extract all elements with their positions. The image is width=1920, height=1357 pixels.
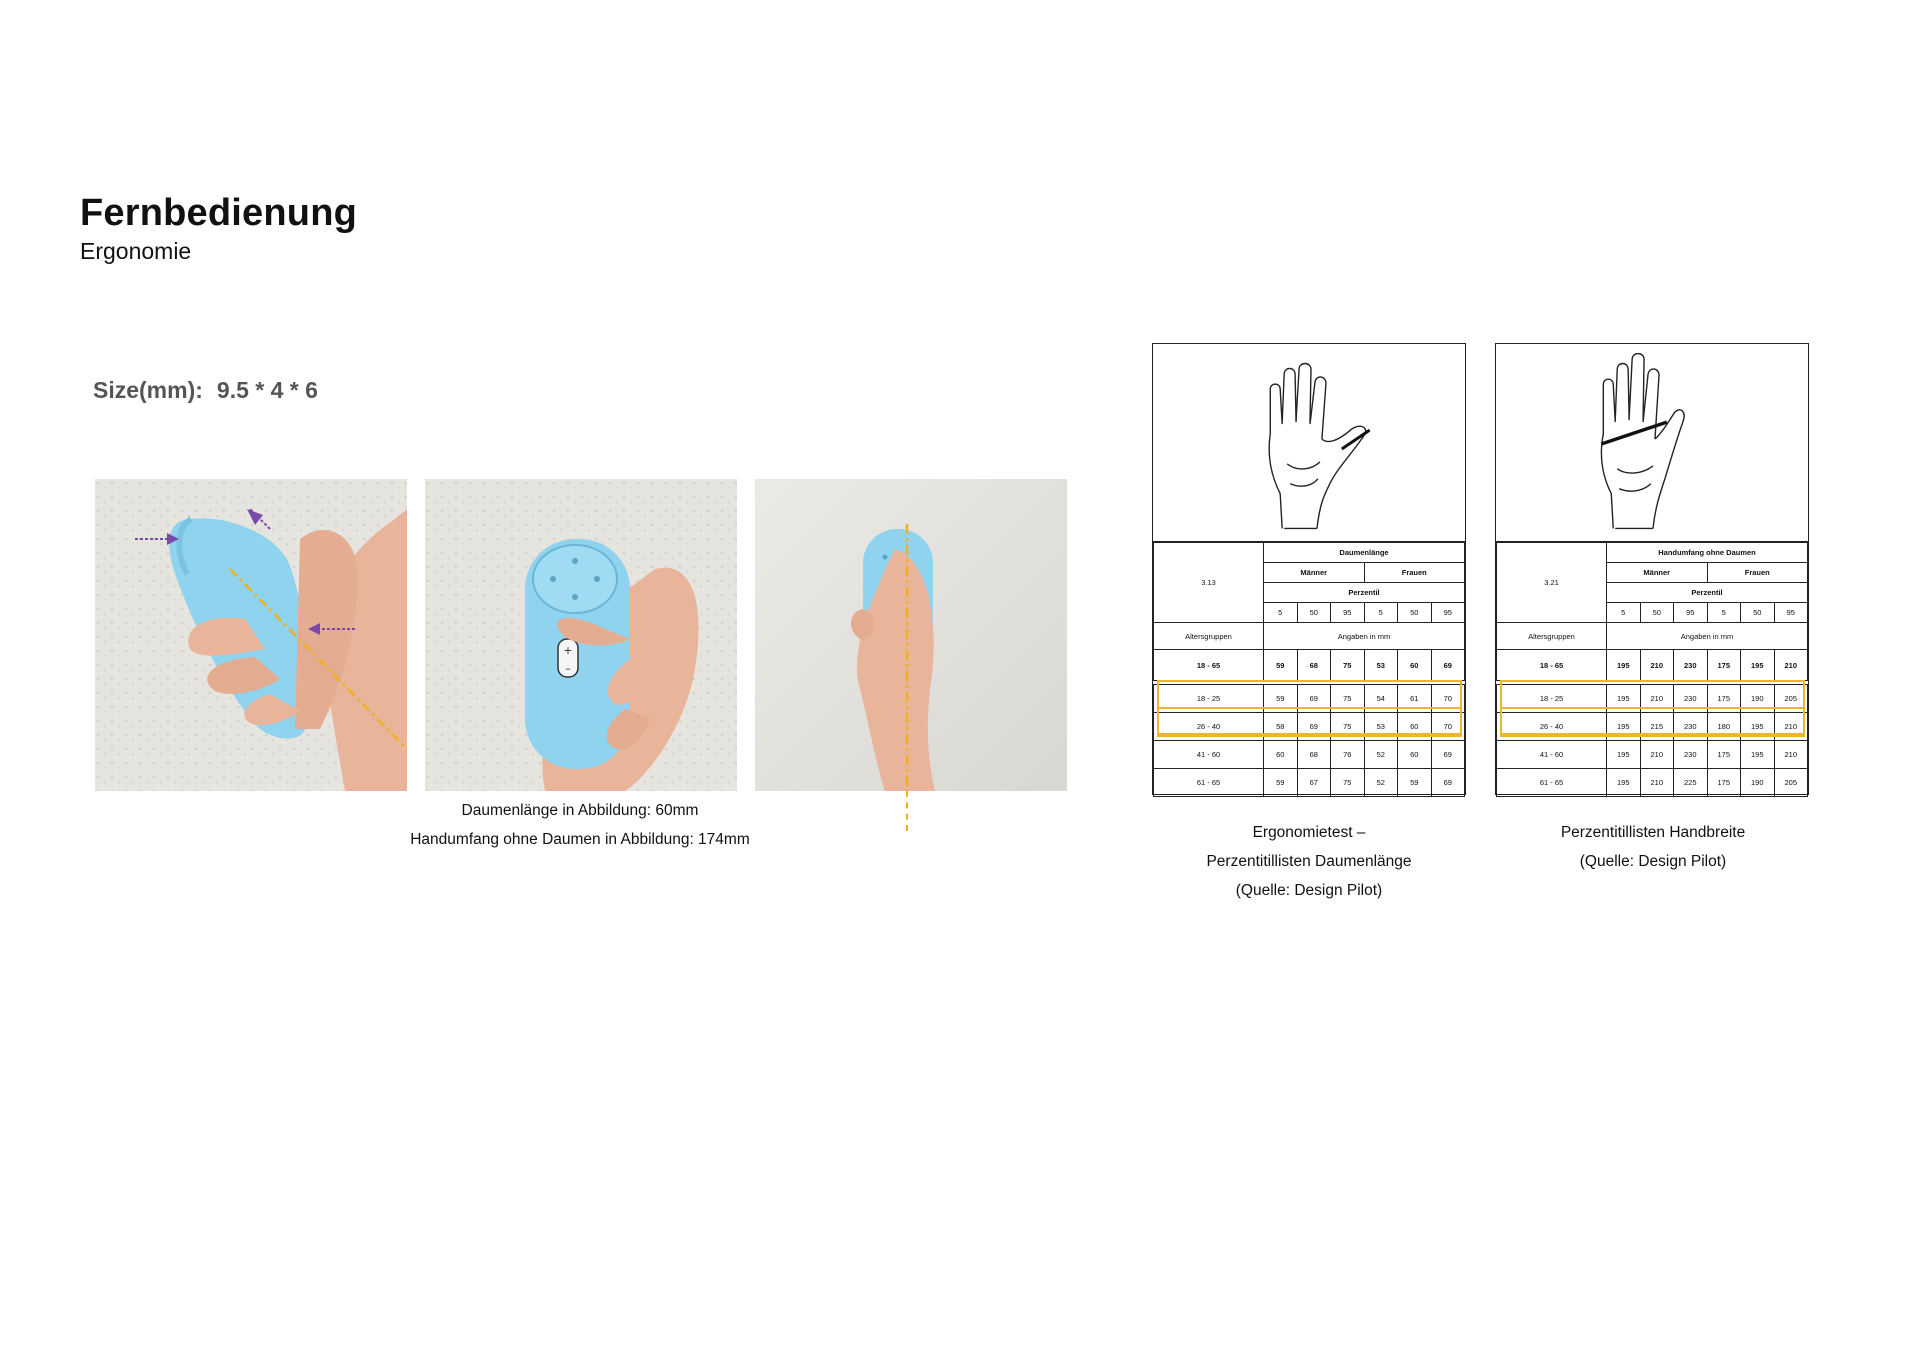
age-cell: 18 - 65 <box>1497 650 1607 681</box>
value-cell: 195 <box>1741 741 1775 769</box>
value-cell: 54 <box>1364 685 1398 713</box>
age-groups-header: Altersgruppen <box>1154 623 1264 650</box>
percentile-cell: 95 <box>1674 603 1708 623</box>
value-cell: 225 <box>1674 769 1708 797</box>
percentile-cell: 50 <box>1640 603 1674 623</box>
highlight-divider-width <box>1500 707 1805 735</box>
value-cell: 230 <box>1674 650 1708 681</box>
value-cell: 175 <box>1707 769 1741 797</box>
women-header: Frauen <box>1707 563 1808 583</box>
age-cell: 18 - 65 <box>1154 650 1264 681</box>
value-cell: 210 <box>1640 769 1674 797</box>
percentile-cell: 5 <box>1264 603 1298 623</box>
percentile-cell: 5 <box>1607 603 1641 623</box>
value-cell: 69 <box>1297 685 1331 713</box>
table-row <box>1497 741 1808 769</box>
size-value: 9.5 * 4 * 6 <box>216 377 318 403</box>
value-cell: 195 <box>1607 685 1641 713</box>
age-cell: 18 - 25 <box>1497 685 1607 713</box>
table2-caption-line-1: Perzentitillisten Handbreite <box>1560 824 1746 841</box>
age-cell: 61 - 65 <box>1154 769 1264 797</box>
percentile-cell: 50 <box>1741 603 1775 623</box>
value-cell: 210 <box>1774 713 1808 741</box>
photo-caption <box>380 796 780 854</box>
value-cell: 195 <box>1607 650 1641 681</box>
percentile-cell: 95 <box>1774 603 1808 623</box>
percentile-cell: 95 <box>1331 603 1365 623</box>
value-cell: 70 <box>1431 685 1465 713</box>
value-cell: 180 <box>1707 713 1741 741</box>
age-cell: 41 - 60 <box>1497 741 1607 769</box>
percentile-header: Perzentil <box>1607 583 1808 603</box>
value-cell: 210 <box>1774 741 1808 769</box>
men-header: Männer <box>1607 563 1708 583</box>
value-cell: 195 <box>1607 741 1641 769</box>
value-cell: 190 <box>1741 685 1775 713</box>
percentile-cell: 50 <box>1297 603 1331 623</box>
value-cell: 75 <box>1331 713 1365 741</box>
hand-thumb-length-icon <box>1153 344 1465 541</box>
value-cell: 60 <box>1398 713 1432 741</box>
age-cell: 61 - 65 <box>1497 769 1607 797</box>
guide-line-extension <box>906 791 908 831</box>
value-cell: 210 <box>1640 741 1674 769</box>
hand-holding-remote-back-icon <box>755 479 1067 791</box>
value-cell: 230 <box>1674 713 1708 741</box>
value-cell: 210 <box>1640 685 1674 713</box>
value-cell: 53 <box>1364 650 1398 681</box>
value-cell: 195 <box>1741 650 1775 681</box>
value-cell: 60 <box>1398 650 1432 681</box>
age-cell: 26 - 40 <box>1154 713 1264 741</box>
table-row <box>1154 769 1465 797</box>
percentile-cell: 50 <box>1398 603 1432 623</box>
table-row <box>1497 650 1808 681</box>
value-cell: 59 <box>1264 685 1298 713</box>
value-cell: 230 <box>1674 741 1708 769</box>
table-measure: Daumenlänge <box>1264 543 1465 563</box>
table2-caption-line-2: (Quelle: Design Pilot) <box>1579 853 1727 870</box>
hand-illustration-width <box>1496 344 1808 542</box>
value-cell: 75 <box>1331 769 1365 797</box>
hand-holding-remote-front-icon <box>425 479 737 791</box>
thumb-length-table <box>1153 542 1465 797</box>
percentile-cell: 5 <box>1364 603 1398 623</box>
value-cell: 175 <box>1707 741 1741 769</box>
percentile-cell: 95 <box>1431 603 1465 623</box>
value-cell: 59 <box>1264 769 1298 797</box>
percentile-cell: 5 <box>1707 603 1741 623</box>
table-row <box>1154 650 1465 681</box>
percentile-header: Perzentil <box>1264 583 1465 603</box>
value-cell: 67 <box>1297 769 1331 797</box>
value-cell: 69 <box>1431 741 1465 769</box>
value-cell: 75 <box>1331 650 1365 681</box>
table1-caption-line-3: (Quelle: Design Pilot) <box>1235 882 1383 899</box>
men-header: Männer <box>1264 563 1365 583</box>
value-cell: 205 <box>1774 685 1808 713</box>
value-cell: 70 <box>1431 713 1465 741</box>
hand-width-icon <box>1496 344 1808 541</box>
svg-text:–: – <box>565 662 571 675</box>
value-cell: 230 <box>1674 685 1708 713</box>
value-cell: 205 <box>1774 769 1808 797</box>
table2-caption <box>1494 818 1812 876</box>
value-cell: 69 <box>1297 713 1331 741</box>
photo-caption-line-1: Daumenlänge in Abbildung: 60mm <box>461 802 699 819</box>
age-cell: 41 - 60 <box>1154 741 1264 769</box>
value-cell: 53 <box>1364 713 1398 741</box>
table-id: 3.21 <box>1497 543 1607 623</box>
svg-text:+: + <box>563 644 573 657</box>
value-cell: 210 <box>1774 650 1808 681</box>
hand-width-table <box>1496 542 1808 797</box>
size-spec <box>93 377 318 404</box>
hand-grip-side-photo <box>95 479 407 791</box>
value-cell: 68 <box>1297 741 1331 769</box>
unit-label: Angaben in mm <box>1607 623 1808 650</box>
table-measure: Handumfang ohne Daumen <box>1607 543 1808 563</box>
value-cell: 61 <box>1398 685 1432 713</box>
age-cell: 18 - 25 <box>1154 685 1264 713</box>
hand-grip-back-photo <box>755 479 1067 791</box>
page-subtitle: Ergonomie <box>80 238 192 264</box>
value-cell: 195 <box>1607 769 1641 797</box>
value-cell: 69 <box>1431 769 1465 797</box>
size-label: Size(mm): <box>93 377 203 403</box>
women-header: Frauen <box>1364 563 1465 583</box>
value-cell: 75 <box>1331 685 1365 713</box>
hand-holding-remote-side-icon <box>95 479 407 791</box>
value-cell: 215 <box>1640 713 1674 741</box>
value-cell: 59 <box>1264 650 1298 681</box>
photo-caption-line-2: Handumfang ohne Daumen in Abbildung: 174mm <box>410 831 750 848</box>
value-cell: 69 <box>1431 650 1465 681</box>
value-cell: 210 <box>1640 650 1674 681</box>
hand-grip-front-photo <box>425 479 737 791</box>
highlight-divider-thumb <box>1157 707 1462 735</box>
value-cell: 58 <box>1264 713 1298 741</box>
value-cell: 68 <box>1297 650 1331 681</box>
hand-illustration-thumb <box>1153 344 1465 542</box>
unit-label: Angaben in mm <box>1264 623 1465 650</box>
table1-caption <box>1150 818 1468 905</box>
page-title: Fernbedienung <box>80 192 358 234</box>
value-cell: 195 <box>1741 713 1775 741</box>
value-cell: 195 <box>1607 713 1641 741</box>
value-cell: 76 <box>1331 741 1365 769</box>
table1-caption-line-2: Perzentitillisten Daumenlänge <box>1206 853 1412 870</box>
value-cell: 175 <box>1707 650 1741 681</box>
table-id: 3.13 <box>1154 543 1264 623</box>
age-groups-header: Altersgruppen <box>1497 623 1607 650</box>
value-cell: 175 <box>1707 685 1741 713</box>
value-cell: 52 <box>1364 769 1398 797</box>
value-cell: 190 <box>1741 769 1775 797</box>
value-cell: 52 <box>1364 741 1398 769</box>
value-cell: 60 <box>1398 741 1432 769</box>
value-cell: 60 <box>1264 741 1298 769</box>
table-row <box>1154 741 1465 769</box>
table-row <box>1497 769 1808 797</box>
value-cell: 59 <box>1398 769 1432 797</box>
age-cell: 26 - 40 <box>1497 713 1607 741</box>
table1-caption-line-1: Ergonomietest – <box>1252 824 1366 841</box>
